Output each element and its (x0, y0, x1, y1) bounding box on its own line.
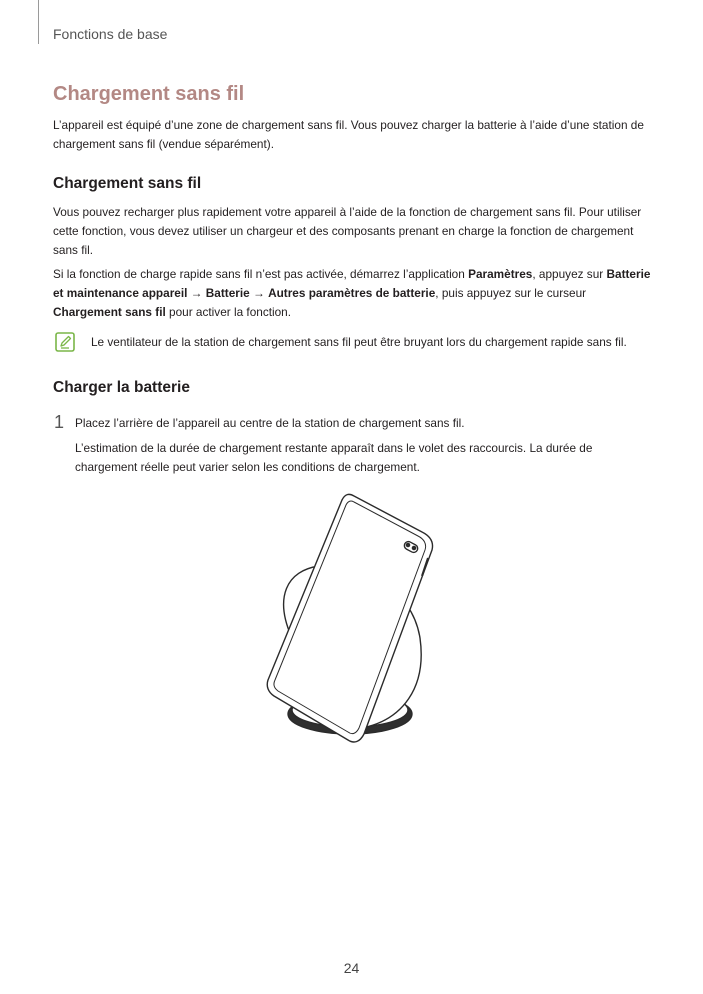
menu-path-battery: Batterie (205, 286, 250, 300)
intro-paragraph: L’appareil est équipé d’une zone de chargement sans fil. Vous pouvez charger la batterie à l’aide d’une station de chargement sans fil (vendue séparément). (53, 118, 644, 151)
page-title: Chargement sans fil (53, 83, 245, 105)
header-section: Fonctions de base (53, 26, 168, 42)
section-heading-wireless: Chargement sans fil (53, 175, 202, 192)
note-text: Le ventilateur de la station de chargement sans fil peut être bruyant lors du chargement rapide sans fil. (91, 335, 627, 349)
step-text: Placez l’arrière de l’appareil au centre de la station de chargement sans fil. (75, 416, 465, 430)
note-pencil-icon (55, 332, 75, 352)
arrow-separator: → (249, 286, 269, 300)
wireless-paragraph-2 (53, 265, 655, 322)
menu-path-battery-maintenance: Batterie et maintenance appareil (53, 267, 651, 300)
settings-app-name: Paramètres (468, 267, 533, 281)
text-run: pour activer la fonction. (165, 305, 292, 319)
menu-path-more-battery-settings: Autres paramètres de batterie (268, 286, 436, 300)
step-number: 1 (54, 412, 65, 432)
page-number: 24 (343, 960, 360, 976)
header-rule (38, 0, 39, 44)
arrow-separator: → (187, 286, 206, 300)
text-run: , appuyez sur (532, 267, 607, 281)
wireless-charger-illustration (262, 488, 442, 750)
step-detail: L’estimation de la durée de chargement restante apparaît dans le volet des raccourcis. La durée de chargement réelle peut varier selon les conditions de chargement. (75, 441, 593, 474)
wireless-charging-switch-name: Chargement sans fil (53, 305, 166, 319)
text-run: Si la fonction de charge rapide sans fil n’est pas activée, démarrez l’application (53, 267, 469, 281)
text-run: , puis appuyez sur le curseur (435, 286, 587, 300)
section-heading-charge-battery: Charger la batterie (53, 379, 190, 396)
wireless-paragraph-1: Vous pouvez recharger plus rapidement votre appareil à l’aide de la fonction de chargement sans fil. Pour utiliser cette fonction, vous devez utiliser un chargeur et des composants prenant en charge la fonction de chargement sans fil. (53, 205, 642, 257)
